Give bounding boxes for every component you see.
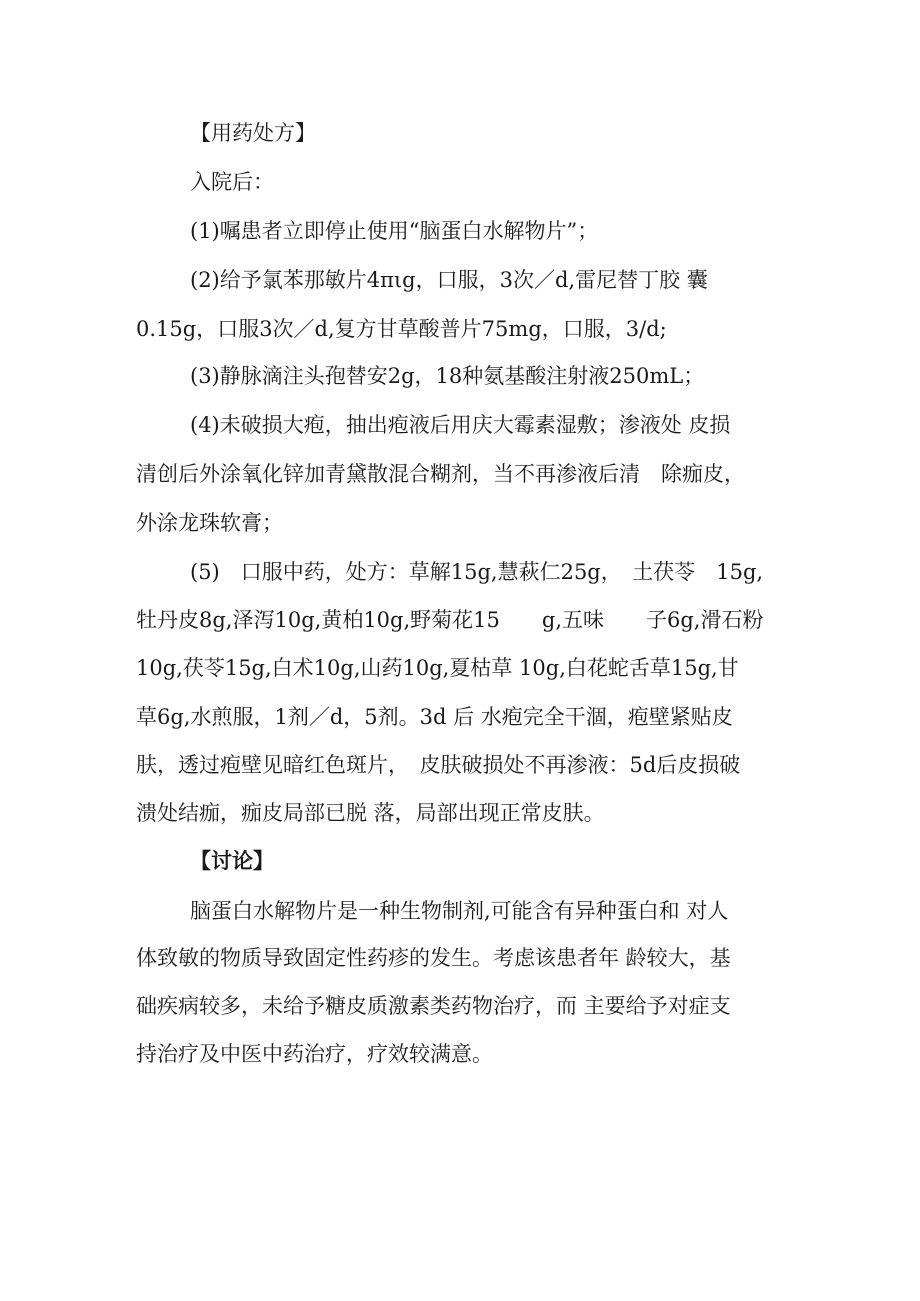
discussion-heading: 【讨论】 <box>190 849 274 873</box>
prescription-line-7: 外涂龙珠软膏； <box>136 511 283 535</box>
prescription-line-8: (5) 口服中药，处方：草解15g,慧萩仁25g， 土茯苓 15g, <box>190 560 764 584</box>
admission-label: 入院后： <box>190 170 274 194</box>
discussion-line-4: 持治疗及中医中药治疗，疗效较满意。 <box>136 1042 493 1066</box>
discussion-line-1: 脑蛋白水解物片是一种生物制剂,可能含有异种蛋白和 对人 <box>190 899 729 923</box>
prescription-line-13: 溃处结痂，痂皮局部已脱 落，局部出现正常皮肤。 <box>136 801 605 825</box>
prescription-line-6: 清创后外涂氧化锌加青黛散混合糊剂，当不再渗液后清 除痂皮， <box>136 462 745 486</box>
prescription-heading: 【用药处方】 <box>190 121 316 145</box>
prescription-line-3: 0.15g，口服3次／d,复方甘草酸普片75mg，口服，3/d; <box>136 317 667 341</box>
prescription-line-12: 肤，透过疱壁见暗红色斑片， 皮肤破损处不再渗液：5d后皮损破 <box>136 753 741 777</box>
discussion-line-3: 础疾病较多，未给予糖皮质激素类药物治疗，而 主要给予对症支 <box>136 994 731 1018</box>
prescription-line-10: 10g,茯苓15g,白术10g,山药10g,夏枯草 10g,白花蛇舌草15g,甘 <box>136 656 739 680</box>
prescription-line-2: (2)给予氯苯那敏片4πιg，口服，3次／d,雷尼替丁胶 囊 <box>190 268 708 292</box>
prescription-line-4: (3)静脉滴注头孢替安2g，18种氨基酸注射液250mL； <box>190 364 705 388</box>
discussion-line-2: 体致敏的物质导致固定性药疹的发生。考虑该患者年 龄较大，基 <box>136 946 731 970</box>
prescription-line-5: (4)未破损大疱，抽出疱液后用庆大霉素湿敷；渗液处 皮损 <box>190 413 731 437</box>
prescription-line-1: (1)嘱患者立即停止使用“脑蛋白水解物片”； <box>190 219 599 243</box>
prescription-line-9: 牡丹皮8g,泽泻10g,黄柏10g,野菊花15 g,五味 子6g,滑石粉 <box>136 608 764 632</box>
prescription-line-11: 草6g,水煎服，1剂／d，5剂。3d 后 水疱完全干涸，疱壁紧贴皮 <box>136 705 733 729</box>
